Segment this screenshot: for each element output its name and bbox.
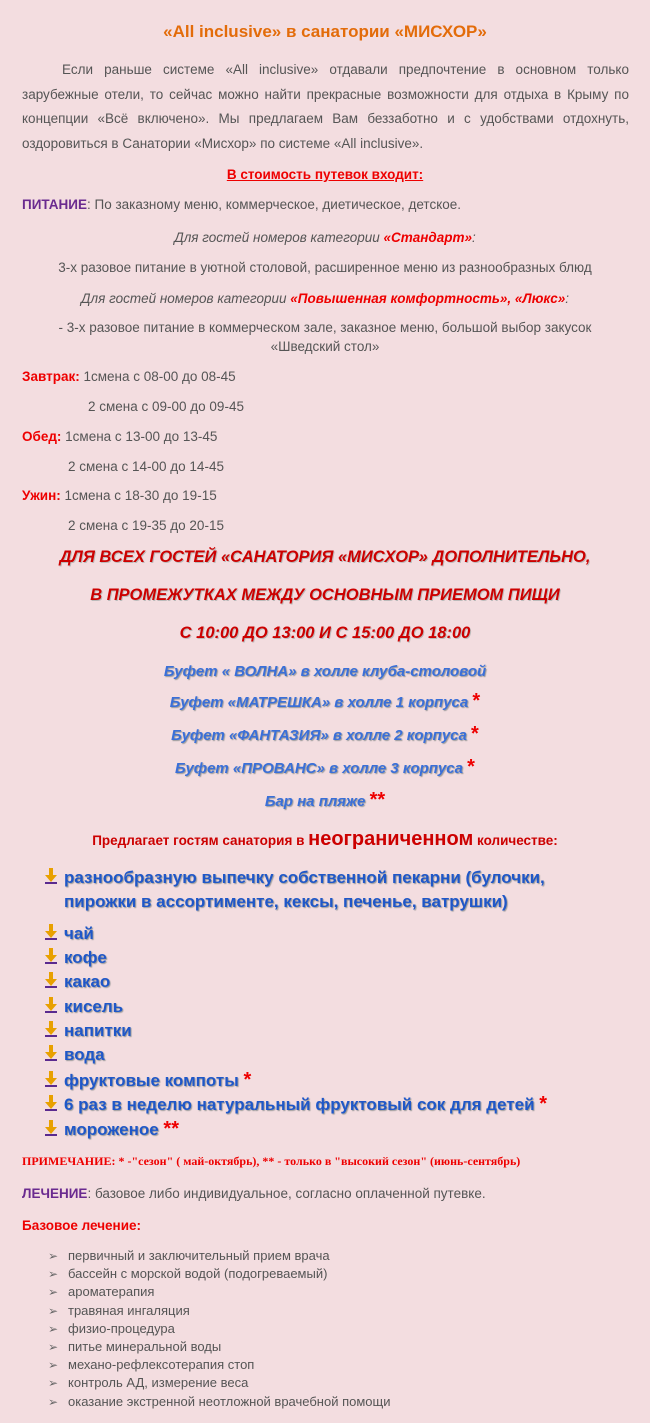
unlimited-item-text: кисель [64, 997, 124, 1016]
chevron-right-icon: ➢ [48, 1321, 59, 1336]
chevron-right-icon: ➢ [48, 1376, 59, 1391]
category-lux-text: - 3-х разовое питание в коммерческом зале, заказное меню, большой выбор закусок [58, 320, 592, 335]
unlimited-item [44, 1019, 132, 1043]
season-star: * [539, 1093, 548, 1115]
chevron-right-icon: ➢ [48, 1285, 59, 1300]
lunch-label: Обед: [22, 429, 62, 444]
buffet-star: * [472, 690, 481, 712]
base-treatment-text: бассейн с морской водой (подогреваемый) [68, 1266, 328, 1282]
extra-heading-2: В ПРОМЕЖУТКАХ МЕЖДУ ОСНОВНЫМ ПРИЕМОМ ПИЩИ [90, 586, 560, 604]
arrow-down-icon [44, 1045, 58, 1061]
unlimited-item-text-2: пирожки в ассортименте, кексы, печенье, ватрушки) [64, 892, 508, 911]
arrow-down-icon [44, 868, 58, 884]
unlimited-item-text: вода [64, 1045, 105, 1064]
base-treatment-item [48, 1394, 390, 1409]
base-treatment-text: физио-процедура [68, 1320, 175, 1336]
unlimited-item [44, 970, 110, 994]
category-suffix: : [565, 291, 569, 306]
unlimited-item-text: фруктовые компоты [64, 1071, 244, 1090]
arrow-down-icon [44, 997, 58, 1013]
note-line: ПРИМЕЧАНИЕ: * -"сезон" ( май-октябрь), ** - только в "высокий сезон" (июнь-сентябрь) [22, 1154, 521, 1168]
chevron-right-icon: ➢ [48, 1358, 59, 1373]
category-standard-text: 3-х разовое питание в уютной столовой, расширенное меню из разнообразных блюд [58, 260, 592, 275]
offer-suffix: количестве: [473, 833, 558, 848]
lunch-shift-2: 2 смена с 14-00 до 14-45 [68, 459, 224, 474]
buffet-text: Буфет «ПРОВАНС» в холле 3 корпуса [175, 760, 468, 777]
unlimited-item-text: напитки [64, 1021, 132, 1040]
unlimited-item [44, 1092, 547, 1117]
base-treatment-item [48, 1248, 330, 1263]
base-treatment-item [48, 1284, 154, 1299]
extra-heading-1: ДЛЯ ВСЕХ ГОСТЕЙ «САНАТОРИЯ «МИСХОР» ДОПОЛНИТЕЛЬНО, [59, 548, 591, 566]
dinner-line [22, 488, 217, 503]
category-standard [0, 230, 650, 245]
breakfast-line [22, 369, 236, 384]
unlimited-item-text: 6 раз в неделю натуральный фруктовый сок для детей [64, 1095, 540, 1114]
unlimited-item [44, 1068, 251, 1093]
offer-line [0, 828, 650, 851]
base-treatment-text: механо-рефлексотерапия стоп [68, 1357, 255, 1373]
unlimited-item [44, 922, 94, 946]
base-treatment-item [48, 1339, 221, 1354]
buffet-text: Бар на пляже [264, 793, 370, 810]
season-star: ** [163, 1118, 179, 1140]
category-lux [0, 291, 650, 306]
buffet-item [0, 756, 650, 779]
breakfast-shift-1: 1смена с 08-00 до 08-45 [79, 369, 236, 384]
food-label: ПИТАНИЕ [22, 197, 88, 212]
buffet-star: ** [369, 789, 386, 811]
unlimited-item-text: какао [64, 972, 111, 991]
chevron-right-icon: ➢ [48, 1249, 59, 1263]
arrow-down-icon [44, 1021, 58, 1037]
buffet-item [0, 723, 650, 746]
base-treatment-item [48, 1303, 190, 1318]
base-treatment-item [48, 1375, 248, 1390]
cost-heading: В стоимость путевок входит: [226, 167, 424, 182]
unlimited-item [44, 946, 107, 970]
dinner-shift-1: 1смена с 18-30 до 19-15 [60, 488, 217, 503]
base-treatment-text: травяная ингаляция [68, 1302, 190, 1318]
unlimited-item-text: кофе [64, 948, 107, 967]
base-treatment-text: первичный и заключительный прием врача [68, 1248, 330, 1263]
chevron-right-icon: ➢ [48, 1303, 59, 1318]
unlimited-item-text: разнообразную выпечку собственной пекарни (булочки, [64, 868, 545, 887]
category-name: «Стандарт» [383, 230, 473, 245]
base-treatment-item [48, 1266, 327, 1281]
category-suffix: : [472, 230, 476, 245]
buffet-text: Буфет «ФАНТАЗИЯ» в холле 2 корпуса [171, 727, 472, 744]
chevron-right-icon: ➢ [48, 1267, 59, 1282]
buffet-star: * [467, 756, 475, 778]
treatment-label: ЛЕЧЕНИЕ [22, 1186, 88, 1201]
base-treatment-item [48, 1321, 175, 1336]
buffet-text: Буфет «МАТРЕШКА» в холле 1 корпуса [169, 694, 473, 711]
chevron-right-icon: ➢ [48, 1340, 59, 1354]
arrow-down-icon [44, 948, 58, 964]
category-prefix: Для гостей номеров категории [174, 230, 384, 245]
season-star: * [243, 1069, 252, 1091]
arrow-down-icon [44, 1071, 58, 1087]
arrow-down-icon [44, 1120, 58, 1136]
breakfast-shift-2: 2 смена с 09-00 до 09-45 [88, 399, 244, 414]
base-treatment-item [48, 1357, 254, 1372]
base-treatment-heading: Базовое лечение: [22, 1218, 141, 1233]
unlimited-item [44, 1043, 105, 1067]
intro-text: Если раньше системе «All inclusive» отдавали предпочтение в основном только зарубежные отели, то сейчас можно найти прекрасные возможности для отдыха в Крыму по концепции «Всё включено». Мы предлагаем Вам беззаботно и с удобствами отдохнуть, оздоровиться в Санатории «Мисхор» по системе «All inclusive». [22, 62, 629, 151]
unlimited-item-text: чай [64, 924, 94, 943]
arrow-down-icon [44, 924, 58, 940]
arrow-down-icon [44, 1095, 58, 1111]
unlimited-item [44, 995, 123, 1019]
category-name: «Повышенная комфортность», «Люкс» [290, 291, 566, 306]
offer-prefix: Предлагает гостям санатория в [92, 833, 309, 848]
base-treatment-text: питье минеральной воды [68, 1339, 222, 1354]
intro-paragraph [22, 58, 629, 156]
lunch-shift-1: 1смена с 13-00 до 13-45 [61, 429, 218, 444]
treatment-line [22, 1186, 486, 1201]
buffet-item [0, 659, 650, 682]
dinner-shift-2: 2 смена с 19-35 до 20-15 [68, 518, 224, 533]
extra-heading-3: С 10:00 ДО 13:00 И С 15:00 ДО 18:00 [179, 624, 471, 642]
unlimited-item [44, 866, 545, 914]
page-title: «All inclusive» в санатории «МИСХОР» [163, 22, 487, 41]
breakfast-label: Завтрак: [22, 369, 80, 384]
base-treatment-text: оказание экстренной неотложной врачебной помощи [68, 1393, 391, 1409]
treatment-text: : базовое либо индивидуальное, согласно оплаченной путевке. [87, 1186, 486, 1201]
buffet-item [0, 789, 650, 812]
lunch-line [22, 429, 217, 444]
category-lux-text-2: «Шведский стол» [270, 339, 380, 354]
food-line [22, 197, 461, 212]
arrow-down-icon [44, 972, 58, 988]
buffet-item [0, 690, 650, 713]
food-text: : По заказному меню, коммерческое, диетическое, детское. [87, 197, 462, 212]
offer-emphasis: неограниченном [308, 828, 474, 850]
chevron-right-icon: ➢ [48, 1394, 59, 1409]
dinner-label: Ужин: [22, 488, 61, 503]
unlimited-item-text: мороженое [64, 1120, 164, 1139]
unlimited-item [44, 1117, 179, 1142]
buffet-star: * [471, 723, 479, 745]
base-treatment-text: контроль АД, измерение веса [68, 1375, 249, 1391]
base-treatment-text: ароматерапия [68, 1284, 155, 1300]
buffet-text: Буфет « ВОЛНА» в холле клуба-столовой [163, 663, 487, 680]
category-prefix: Для гостей номеров категории [80, 291, 291, 306]
